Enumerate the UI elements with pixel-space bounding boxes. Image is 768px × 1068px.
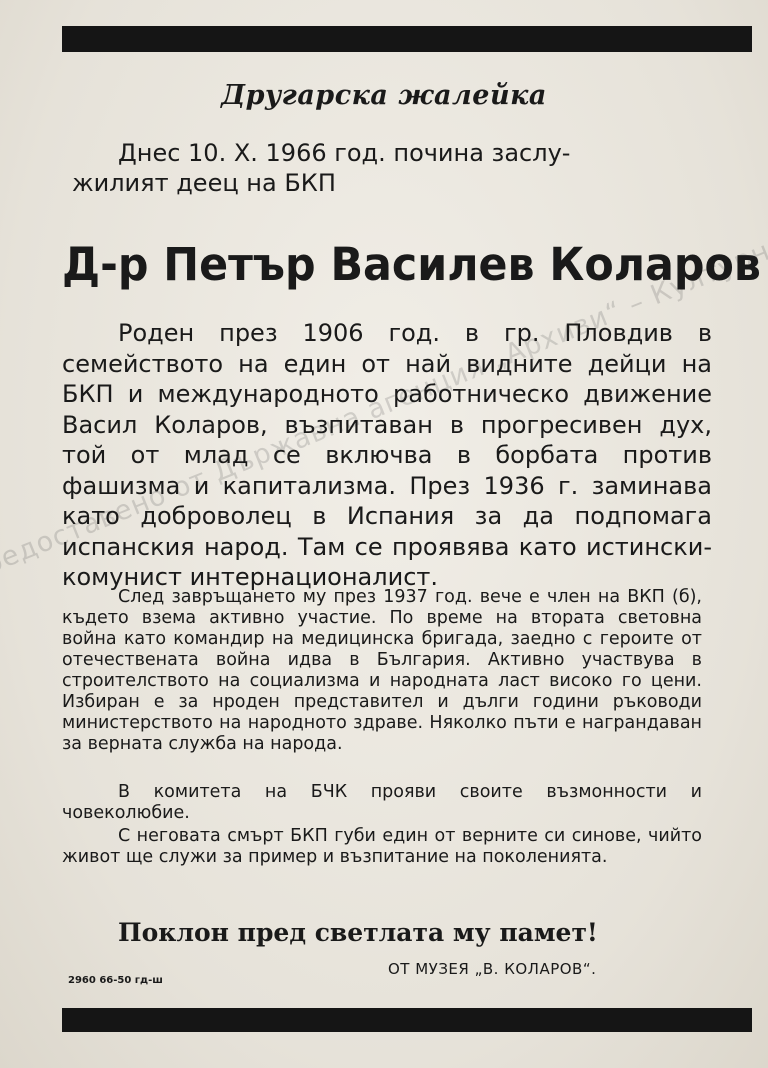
print-code: 2960 66-50 гд-ш [68, 975, 163, 986]
paragraph-biography [62, 318, 712, 593]
paragraph-career-text: След завръщането му през 1937 год. вече е член на ВКП (б), където взема активно участие. По време на втората световна война като командир на медицинска бригада, заедно с героите от отечествената война идва в България. Активно участвува в строителството на социализма и народната ласт високо го цени. Избиран е за нроден представител и дълги години ръководи министерството на народното здраве. Няколко пъти е награндаван за верната служба на народа. [62, 587, 702, 754]
paragraph-red-cross-text: В комитета на БЧК прояви своите възмонности и човеколюбие. [62, 782, 702, 823]
document-heading: Другарска жалейка [221, 80, 547, 111]
closing-line: Поклон пред светлата му памет! [118, 918, 598, 947]
museum-signature: ОТ МУЗЕЯ „В. КОЛАРОВ“. [388, 960, 597, 978]
paragraph-loss-text: С неговата смърт БКП губи един от верните си синове, чийто живот ще служи за пример и възпитание на поколенията. [62, 826, 702, 867]
intro-line-1: Днес 10. X. 1966 год. почина заслу- [118, 139, 571, 167]
paragraph-loss [62, 826, 702, 868]
paragraph-career [62, 587, 702, 755]
paragraph-biography-text: Роден през 1906 год. в гр. Пловдив в семейството на един от най видните дейци на БКП и международното работническо движение Васил Коларов, възпитаван в прогресивен дух, той от млад се включва в борбата против фашизма и капитализма. През 1936 г. заминава като доброволец в Испания за да подпомага испанския народ. Там се проявява като истински-комунист интернационалист. [62, 319, 712, 591]
intro-text [72, 138, 722, 198]
paragraph-red-cross [62, 782, 702, 824]
intro-line-2: жилият деец на БКП [72, 169, 336, 197]
deceased-name: Д-р Петър Василев Коларов [62, 238, 761, 291]
top-border-bar [62, 26, 752, 52]
bottom-border-bar [62, 1008, 752, 1032]
